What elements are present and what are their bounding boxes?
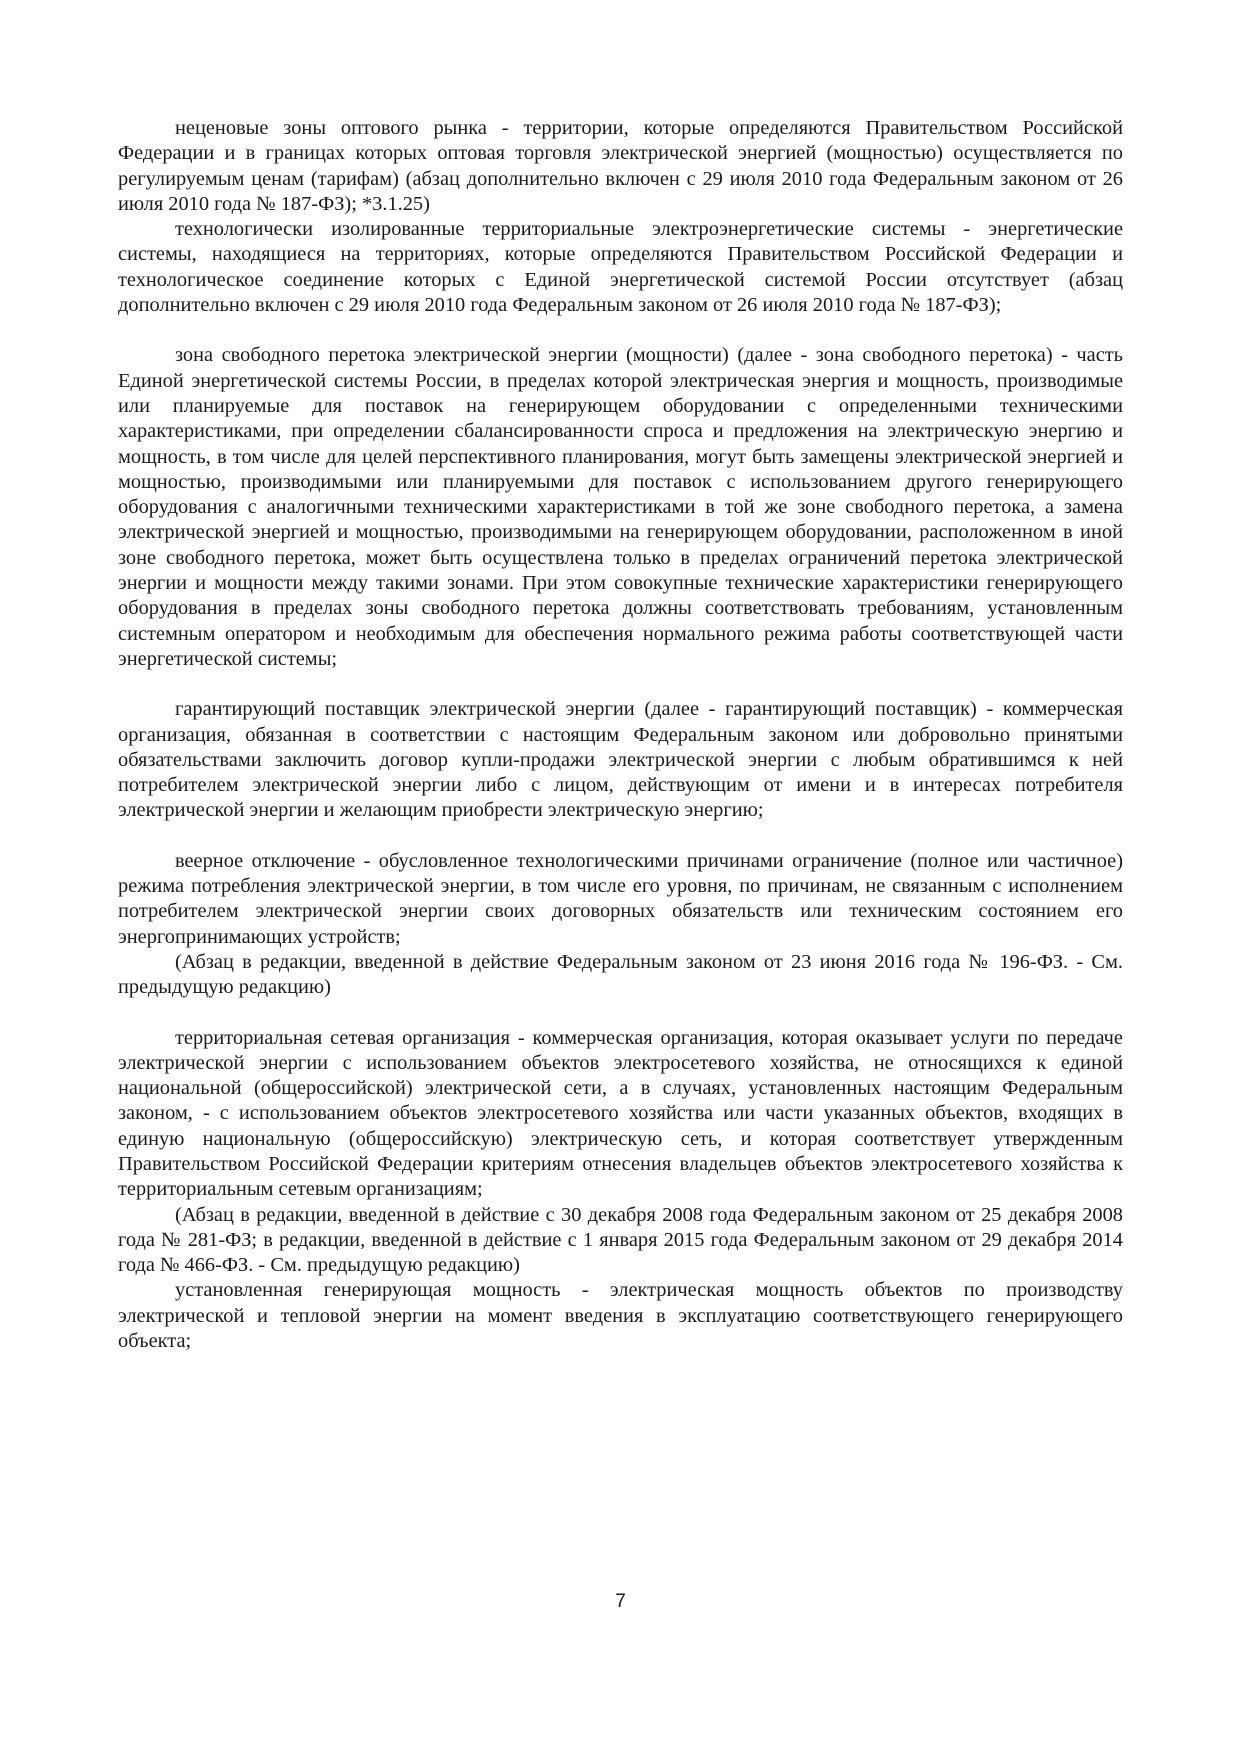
paragraph: установленная генерирующая мощность - электрическая мощность объектов по производству электрической и тепловой энергии на момент введения в эксплуатацию соответствующего генерирующего объекта; xyxy=(118,1279,1123,1353)
document-body xyxy=(118,116,1123,1354)
paragraph: технологически изолированные территориальные электроэнергетические системы - энергетические системы, находящиеся на территориях, которые определяются Правительством Российской Федерации и технологическое соединение которых с Единой энергетической системой России отсутствует (абзац дополнительно включен с 29 июля 2010 года Федеральным законом от 26 июля 2010 года № 187-ФЗ); xyxy=(118,218,1123,317)
paragraph: неценовые зоны оптового рынка - территории, которые определяются Правительством Российской Федерации и в границах которых оптовая торговля электрической энергией (мощностью) осуществляется по регулируемым ценам (тарифам) (абзац дополнительно включен с 29 июля 2010 года Федеральным законом от 26 июля 2010 года № 187-ФЗ); *3.1.25) xyxy=(118,117,1123,215)
paragraph-spacer xyxy=(118,672,1123,697)
paragraph-spacer xyxy=(118,824,1123,849)
paragraph-spacer xyxy=(118,318,1123,343)
paragraph: территориальная сетевая организация - коммерческая организация, которая оказывает услуги по передаче электрической энергии с использованием объектов электросетевого хозяйства, не относящихся к единой национальной (общероссийской) электрической сети, а в случаях, установленных настоящим Федеральным законом, - с использованием объектов электросетевого хозяйства или части указанных объектов, входящих в единую национальную (общероссийскую) электрическую сеть, и которая соответствует утвержденным Правительством Российской Федерации критериям отнесения владельцев объектов электросетевого хозяйства к территориальным сетевым организациям; xyxy=(118,1026,1123,1201)
paragraph: гарантирующий поставщик электрической энергии (далее - гарантирующий поставщик) - коммерческая организация, обязанная в соответствии с настоящим Федеральным законом или добровольно принятыми обязательствами заключить договор купли-продажи электрической энергии с любым обратившимся к ней потребителем электрической энергии либо с лицом, действующим от имени и в интересах потребителя электрической энергии и желающим приобрести электрическую энергию; xyxy=(118,698,1123,822)
page-number: 7 xyxy=(615,1591,626,1612)
paragraph: веерное отключение - обусловленное технологическими причинами ограничение (полное или частичное) режима потребления электрической энергии, в том числе его уровня, по причинам, не связанным с исполнением потребителем электрической энергии своих договорных обязательств или техническим состоянием его энергопринимающих устройств; xyxy=(118,849,1123,948)
paragraph-spacer xyxy=(118,1001,1123,1026)
paragraph: (Абзац в редакции, введенной в действие Федеральным законом от 23 июня 2016 года № 196-ФЗ. - См. предыдущую редакцию) xyxy=(118,950,1123,999)
paragraph: зона свободного перетока электрической энергии (мощности) (далее - зона свободного перетока) - часть Единой энергетической системы России, в пределах которой электрическая энергия и мощность, производимые или планируемые для поставок на генерирующем оборудовании с определенными техническими характеристиками, при определении сбалансированности спроса и предложения на электрическую энергию и мощность, в том числе для целей перспективного планирования, могут быть замещены электрической энергией и мощностью, производимыми или планируемыми для поставок с использованием другого генерирующего оборудования с аналогичными техническими характеристиками в той же зоне свободного перетока, а замена электрической энергией и мощностью, производимыми на генерирующем оборудовании, расположенном в иной зоне свободного перетока, может быть осуществлена только в пределах ограничений перетока электрической энергии и мощности между такими зонами. При этом совокупные технические характеристики генерирующего оборудования в пределах зоны свободного перетока должны соответствовать требованиям, установленным системным оператором и необходимым для обеспечения нормального режима работы соответствующей части энергетической системы; xyxy=(118,344,1123,670)
paragraph: (Абзац в редакции, введенной в действие с 30 декабря 2008 года Федеральным законом от 25 декабря 2008 года № 281-ФЗ; в редакции, введенной в действие с 1 января 2015 года Федеральным законом от 29 декабря 2014 года № 466-ФЗ. - См. предыдущую редакцию) xyxy=(118,1203,1123,1277)
